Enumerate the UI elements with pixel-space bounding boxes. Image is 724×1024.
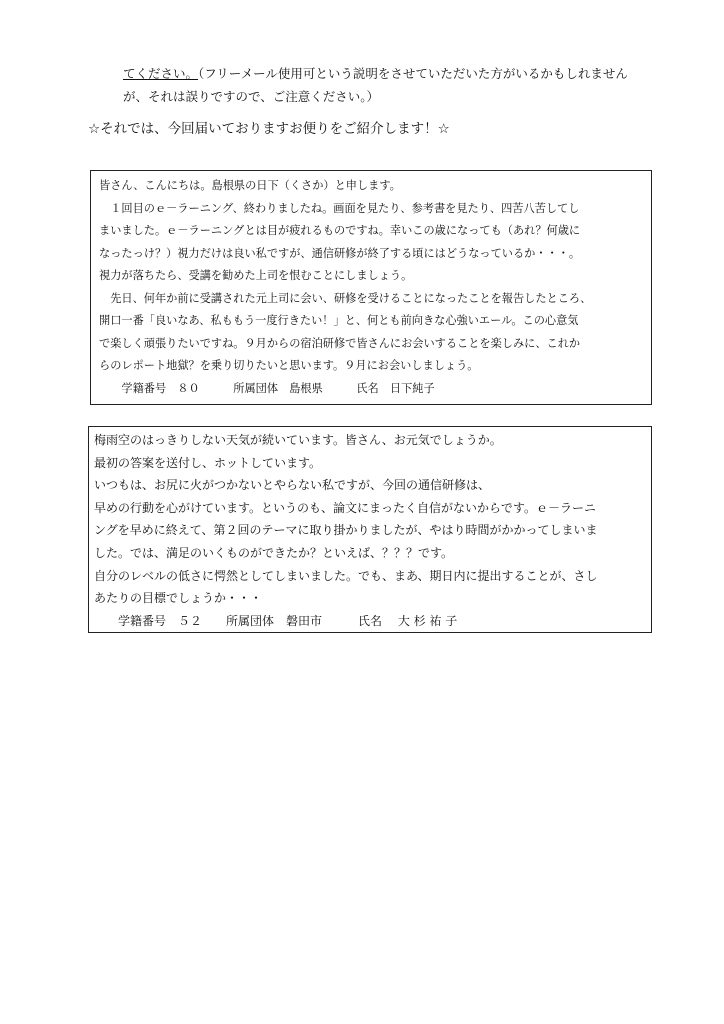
letter1-line: で楽しく頑張りたいですね。９月からの宿泊研修で皆さんにお会いすることを楽しみに、これか bbox=[99, 336, 581, 350]
letter2-line: した。では、満足のいくものができたか？といえば、？？？です。 bbox=[94, 545, 454, 560]
letter2-line: 自分のレベルの低さに愕然としてしまいました。でも、まあ、期日内に提出することが、さし bbox=[94, 568, 598, 583]
intro-text: （フリーメール使用可という説明をさせていただいた方がいるかもしれません bbox=[198, 66, 628, 81]
letter2-line: 梅雨空のはっきりしない天気が続いています。皆さん、お元気でしょうか。 bbox=[94, 433, 502, 447]
letter2-line: 早めの行動を心がけています。というのも、論文にまったく自信がないからです。ｅ－ラーニ bbox=[94, 500, 596, 515]
letter2-line: 最初の答案を送付し、ホットしています。 bbox=[94, 455, 322, 470]
letter1-line: 先日、何年か前に受講された元上司に会い、研修を受けることになったことを報告したところ、 bbox=[99, 291, 592, 305]
letter1-line: 視力が落ちたら、受講を勧めた上司を恨むことにしましょう。 bbox=[99, 269, 413, 282]
letter2-line: ングを早めに終えて、第２回のテーマに取り掛かりましたが、やはり時間がかかってしまいま bbox=[94, 523, 598, 538]
letter2-signature: 学籍番号 ５２ 所属団体 磐田市 氏名 大 杉 祐 子 bbox=[94, 613, 458, 628]
letter-box-kusaka bbox=[90, 170, 652, 405]
letter1-line: １回目のｅ－ラーニング、終わりましたね。画面を見たり、参考書を見たり、四苦八苦してし bbox=[99, 201, 580, 215]
letter2-line: あたりの目標でしょうか・・・ bbox=[94, 591, 263, 606]
intro-line-1 bbox=[123, 62, 683, 85]
letter2-line: いつもは、お尻に火がつかないとやらない私ですが、今回の通信研修は、 bbox=[94, 478, 491, 493]
intro-line-2: が、それは誤りですので、ご注意ください。） bbox=[123, 89, 380, 104]
letter1-line: 開口一番「良いなあ、私ももう一度行きたい！」と、何とも前向きな心強いエール。この心意気 bbox=[99, 314, 579, 327]
letter1-line: らのレポート地獄？を乗り切りたいと思います。９月にお会いしましょう。 bbox=[99, 359, 479, 372]
letter-box-osugi bbox=[88, 426, 652, 633]
intro-underlined-text: てください。 bbox=[123, 66, 199, 81]
letter1-line: まいました。ｅ－ラーニングとは目が疲れるものですね。幸いこの歳になっても（あれ？何歳に bbox=[99, 224, 581, 237]
intro-note bbox=[123, 62, 683, 108]
letter1-line: 皆さん、こんにちは。島根県の日下（くさか）と申します。 bbox=[99, 179, 401, 192]
letter1-signature: 学籍番号 ８０ 所属団体 島根県 氏名 日下純子 bbox=[99, 381, 435, 395]
letter1-line: なったっけ？）視力だけは良い私ですが、通信研修が終了する頃にはどうなっているか・・・。 bbox=[99, 246, 581, 260]
section-heading: ☆それでは、今回届いておりますお便りをご紹介します！☆ bbox=[88, 121, 450, 137]
